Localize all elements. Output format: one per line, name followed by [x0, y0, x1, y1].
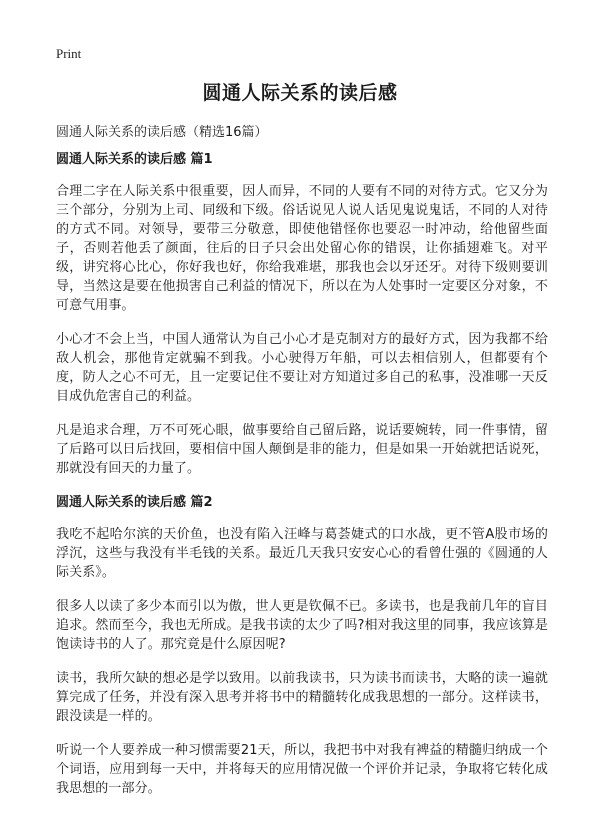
- print-link[interactable]: Print: [56, 46, 82, 61]
- paragraph: 小心才不会上当，中国人通常认为自己小心才是克制对方的最好方式，因为我都不给敌人机会，那他肯定就骗不到我。小心驶得万年船，可以去相信别人，但都要有个度，防人之心不可无，且一定要记住不要让对方知道过多自己的私事，没准哪一天反目成仇危害自己的利益。: [56, 332, 548, 404]
- page-title: 圆通人际关系的读后感: [202, 82, 398, 104]
- paragraph: 听说一个人要养成一种习惯需要21天，所以，我把书中对我有裨益的精髓归纳成一个个词语，应用到每一天中，并将每天的应用情况做一个评价并记录，争取将它转化成我思想的一部分。: [56, 743, 548, 796]
- paragraph: 读书，我所欠缺的想必是学以致用。以前我读书，只为读书而读书，大略的读一遍就算完成了任务，并没有深入思考并将书中的精髓转化成我思想的一部分。这样读书，跟没读是一样的。: [56, 671, 548, 724]
- paragraph: 凡是追求合理，万不可死心眼，做事要给自己留后路，说话要婉转，同一件事情，留了后路可以日后找回，要相信中国人颠倒是非的能力，但是如果一开始就把话说死，那就没有回天的力量了。: [56, 423, 548, 476]
- section-1: [56, 150, 548, 478]
- section-heading: 圆通人际关系的读后感 篇2: [56, 495, 213, 510]
- document-subtitle: 圆通人际关系的读后感（精选16篇）: [56, 125, 268, 140]
- document-body: [56, 150, 548, 813]
- section-2: [56, 493, 548, 798]
- paragraph: 合理二字在人际关系中很重要，因人而异，不同的人要有不同的对待方式。它又分为三个部分，分别为上司、同级和下级。俗话说见人说人话见鬼说鬼话，不同的人对待的方式不同。对领导，要带三分敬意，即使他错怪你也要忍一时冲动，给他留些面子，否则若他丢了颜面，往后的日子只会出处留心你的错误，让你插翅难飞。对平级，讲究将心比心，你好我也好，你给我难堪，那我也会以牙还牙。对待下级则要训导，当然这是要在他损害自己利益的情况下，所以在为人处事时一定要区分对象，不可意气用事。: [56, 184, 548, 313]
- section-heading: 圆通人际关系的读后感 篇1: [56, 152, 213, 167]
- paragraph: 很多人以读了多少本而引以为傲，世人更是钦佩不已。多读书，也是我前几年的盲目追求。然而至今，我也无所成。是我书读的太少了吗?相对我这里的同事，我应该算是饱读诗书的人了。那究竟是什么原因呢?: [56, 599, 548, 652]
- paragraph: 我吃不起哈尔滨的天价鱼，也没有陷入汪峰与葛荟婕式的口水战，更不管A股市场的浮沉，这些与我没有半毛钱的关系。最近几天我只安安心心的看曾仕强的《圆通的人际关系》。: [56, 527, 548, 580]
